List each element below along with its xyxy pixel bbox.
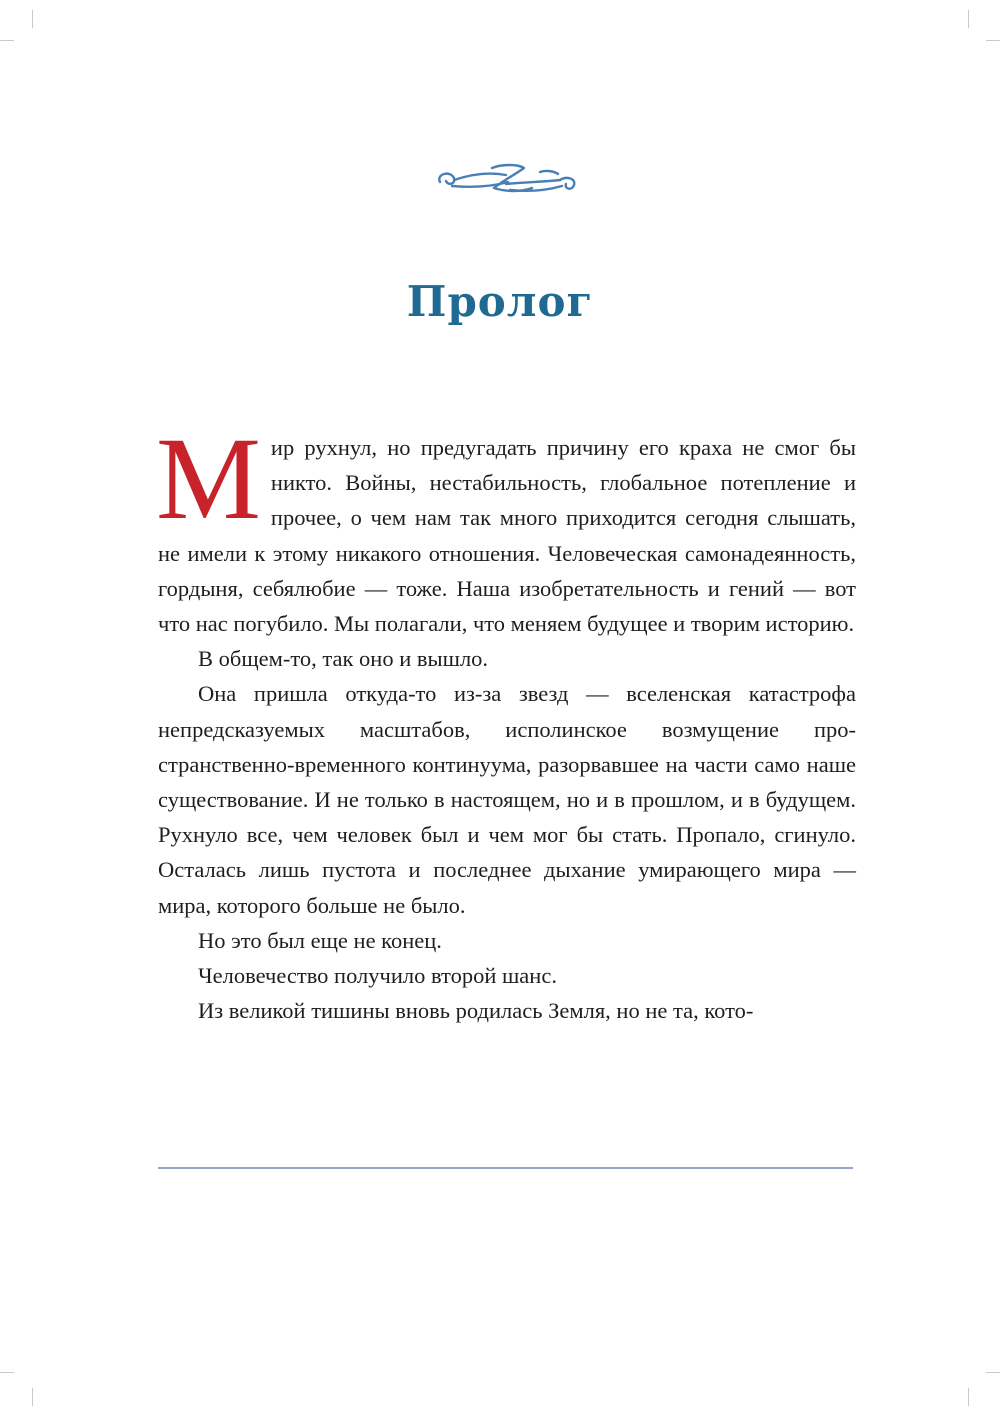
crop-mark-top-right-h	[986, 40, 1000, 41]
flourish-ornament-icon	[432, 158, 582, 202]
crop-mark-top-right-v	[968, 10, 969, 28]
paragraph: В общем-то, так оно и вышло.	[198, 646, 489, 672]
first-paragraph	[156, 413, 856, 641]
paragraph: Она пришла откуда-то из-за звезд — вселенская катастрофа непредсказуемых масштабов, исполинское возмущение пространственно-временного континуума, разорвавшее на части само наше существование. И не только в настоящем, но и в прошлом, и в будущем. Рухнуло все, чем человек был и чем мог бы стать. Пропало, сгинуло. Осталась лишь пустота и последнее дыхание умирающего мира — мира, которого больше не было.	[158, 681, 856, 918]
crop-mark-bottom-left-h	[0, 1372, 14, 1373]
paragraph: Из великой тишины вновь родилась Земля, но не та, кото-	[198, 998, 754, 1024]
crop-mark-bottom-right-h	[986, 1372, 1000, 1373]
paragraph: Но это был еще не конец.	[198, 927, 442, 953]
chapter-title: Пролог	[406, 277, 594, 326]
footer-divider	[158, 1167, 853, 1169]
crop-mark-top-left-h	[0, 40, 14, 41]
crop-mark-bottom-right-v	[968, 1388, 969, 1406]
paragraph: Человечество получило второй шанс.	[198, 963, 557, 989]
first-paragraph-text: ир рухнул, но предугадать причину его краха не смог бы никто. Войны, нестабильность, глобальное потепление и прочее, о чем нам так много приходится сегодня слышать, не имели к этому никакого отношения. Человеческая самонадеянность, гордыня, себялюбие — тоже. Наша изобретательность и гений — вот что нас погубило. Мы полагали, что меняем будущее и творим историю.	[158, 435, 856, 637]
crop-mark-bottom-left-v	[32, 1388, 33, 1406]
drop-cap: М	[156, 413, 261, 544]
prologue-text	[156, 413, 856, 1028]
crop-mark-top-left-v	[32, 10, 33, 28]
